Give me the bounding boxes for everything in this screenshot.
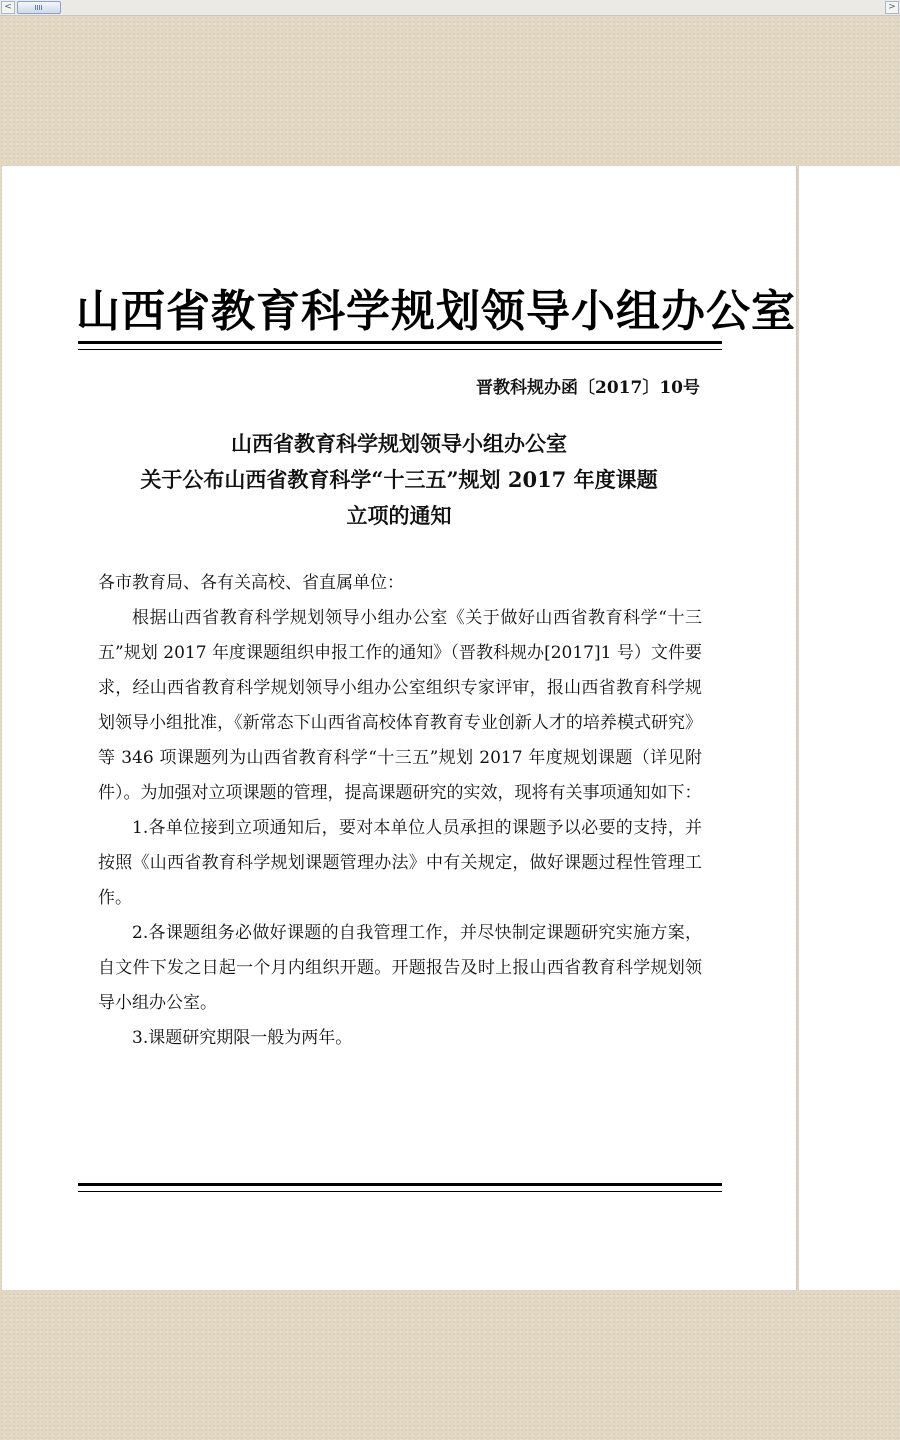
- body-paragraph-1: 根据山西省教育科学规划领导小组办公室《关于做好山西省教育科学“十三五”规划 2017 年度课题组织申报工作的通知》（晋教科规办[2017]1 号）文件要求，经山西省教育科学规划领导小组办公室组织专家评审，报山西省教育科学规划领导小组批准，《新常态下山西省高校体育教育专业创新人才的培养模式研究》等 346 项课题列为山西省教育科学“十三五”规划 2017 年度规划课题（详见附件）。为加强对立项课题的管理，提高课题研究的实效，现将有关事项通知如下：: [98, 608, 702, 803]
- scroll-right-arrow-icon[interactable]: >: [885, 1, 899, 14]
- document-number: 晋教科规办函〔2017〕10号: [476, 378, 700, 398]
- body-paragraph-3: 2.各课题组务必做好课题的自我管理工作，并尽快制定课题研究实施方案，自文件下发之日起一个月内组织开题。开题报告及时上报山西省教育科学规划领导小组办公室。: [98, 923, 702, 1013]
- letterhead-rule: [78, 341, 722, 350]
- document-body: [98, 566, 702, 1056]
- salutation: 各市教育局、各有关高校、省直属单位：: [98, 573, 404, 593]
- title-line-1: 山西省教育科学规划领导小组办公室: [231, 431, 567, 456]
- document-title: [76, 426, 722, 534]
- body-paragraph-2: 1.各单位接到立项通知后，要对本单位人员承担的课题予以必要的支持，并按照《山西省教育科学规划课题管理办法》中有关规定，做好课题过程性管理工作。: [98, 818, 702, 908]
- body-paragraph-4: 3.课题研究期限一般为两年。: [132, 1028, 353, 1048]
- horizontal-scrollbar[interactable]: [0, 0, 900, 16]
- footer-rule: [78, 1183, 722, 1192]
- next-page-edge: [798, 166, 900, 1290]
- letterhead-org-title: 山西省教育科学规划领导小组办公室: [76, 286, 796, 337]
- scroll-left-arrow-icon[interactable]: <: [1, 1, 15, 14]
- scrollbar-thumb[interactable]: [17, 1, 61, 14]
- title-line-2: 关于公布山西省教育科学“十三五”规划 2017 年度课题: [140, 467, 658, 492]
- title-line-3: 立项的通知: [346, 503, 452, 528]
